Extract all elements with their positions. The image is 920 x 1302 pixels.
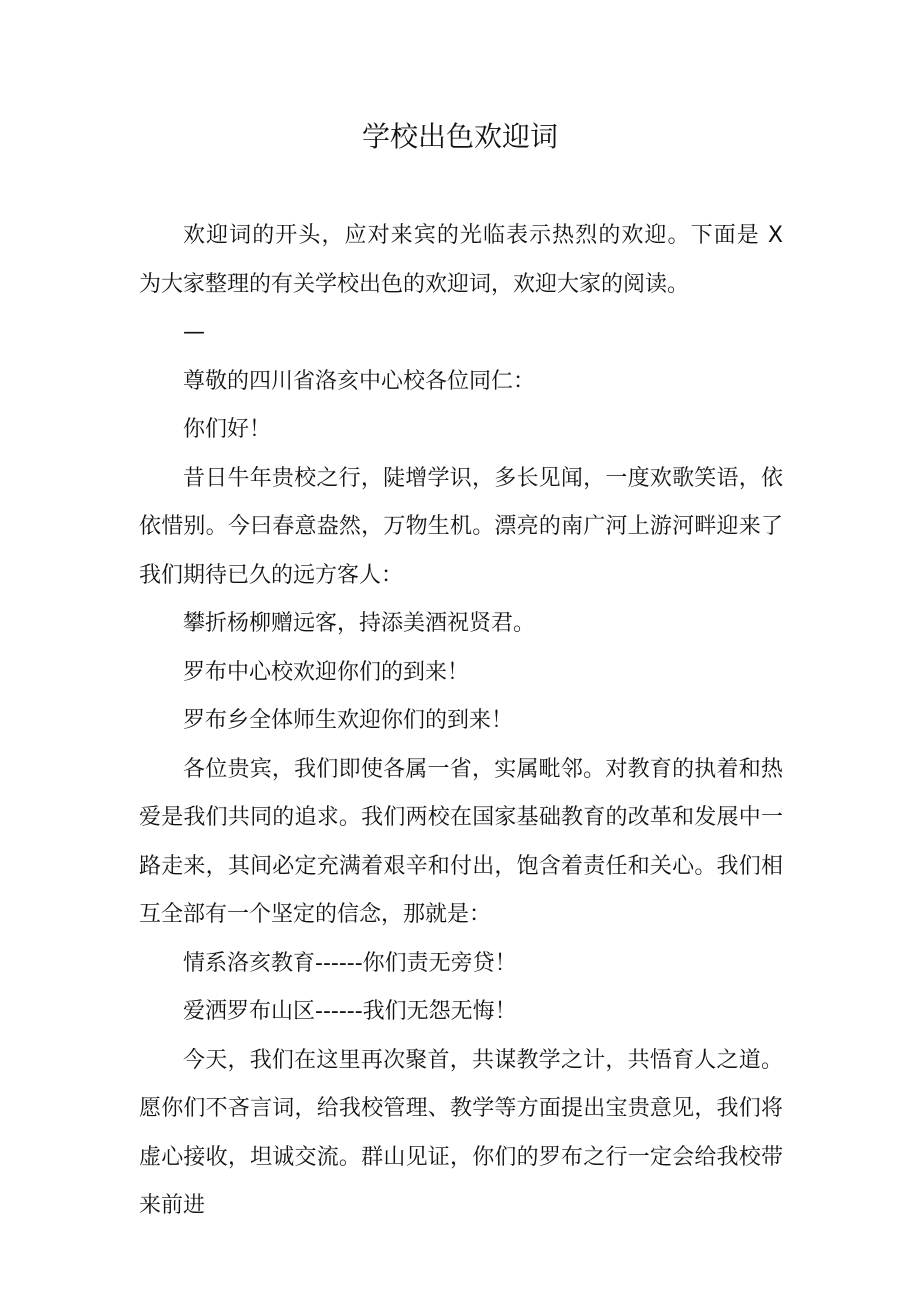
paragraph-body: 各位贵宾，我们即使各属一省，实属毗邻。对教育的执着和热爱是我们共同的追求。我们两校在国家基础教育的改革和发展中一路走来，其间必定充满着艰辛和付出，饱含着责任和关心。我们相互全部有一个坚定的信念，那就是：	[139, 756, 783, 927]
paragraph-welcome-township: 罗布乡全体师生欢迎你们的到来！	[183, 708, 514, 733]
paragraph-salutation: 尊敬的四川省洛亥中心校各位同仁：	[183, 368, 536, 394]
paragraph-body: 昔日牛年贵校之行，陡增学识，多长见闻，一度欢歌笑语，依依惜别。今曰春意盎然，万物生机。漂亮的南广河上游河畔迎来了我们期待已久的远方客人：	[139, 465, 783, 588]
paragraph-verse: 攀折杨柳赠远客，持添美酒祝贤君。	[183, 611, 536, 636]
paragraph-welcome-school: 罗布中心校欢迎你们的到来！	[183, 659, 470, 685]
paragraph-motto: 情系洛亥教育------你们责无旁贷！	[183, 950, 517, 976]
document-body	[139, 212, 783, 1231]
paragraph-intro: 欢迎词的开头，应对来宾的光临表示热烈的欢迎。下面是 X 为大家整理的有关学校出色的欢迎词，欢迎大家的阅读。	[139, 223, 783, 297]
paragraph-separator: —	[183, 320, 205, 345]
paragraph-greeting: 你们好！	[183, 417, 272, 442]
paragraph-motto: 爱洒罗布山区------我们无怨无悔！	[183, 999, 517, 1024]
paragraph-body: 今天，我们在这里再次聚首，共谋教学之计，共悟育人之道。愿你们不吝言词，给我校管理、教学等方面提出宝贵意见，我们将虚心接收，坦诚交流。群山见证，你们的罗布之行一定会给我校带来前进	[139, 1047, 783, 1218]
page-title: 学校出色欢迎词	[361, 120, 558, 153]
